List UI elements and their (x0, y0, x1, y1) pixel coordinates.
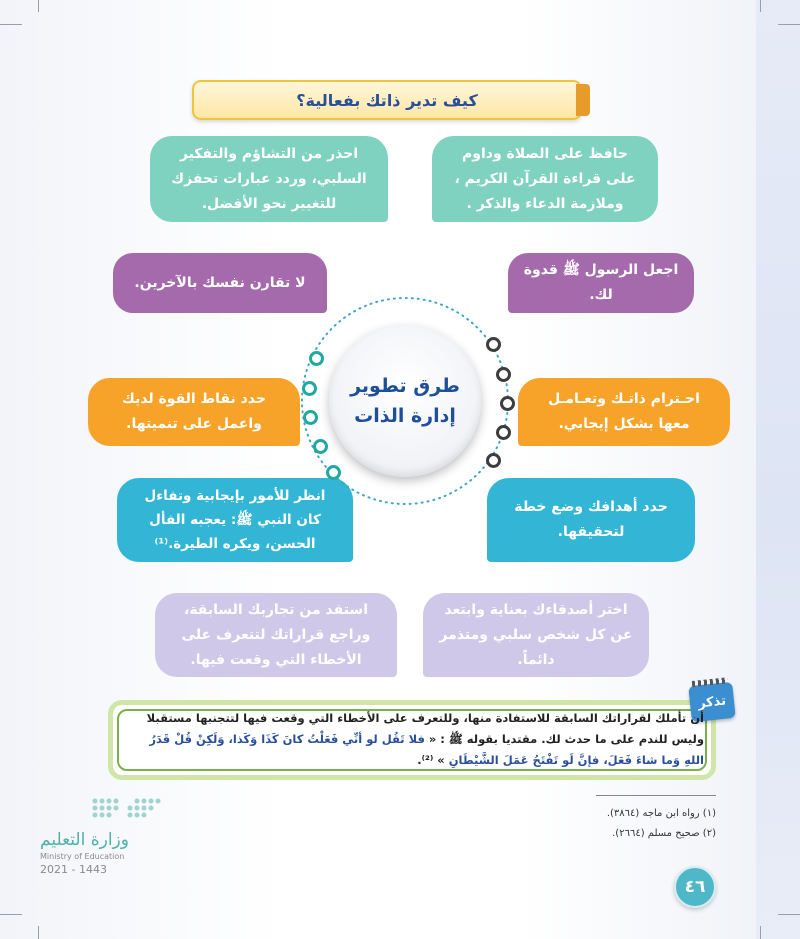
tip-optimism: انظر للأمور بإيجابية وتفاءل كان النبي ﷺ: يعجبه الفأل الحسن، ويكره الطيرة.⁽¹⁾ (117, 478, 353, 562)
connector-dot (302, 381, 317, 396)
connector-dot (326, 465, 341, 480)
remember-text-end: » ⁽²⁾. (417, 753, 445, 767)
hadith-verse: فلا تَقُل لو أنِّي فَعَلْتُ كانَ كَذَا وَكَذا، وَلَكِنْ قُلْ قَدَرُ اللهِ وَما شاءَ فَعَلَ، فإنَّ لَو تَفْتَحُ عَمَلَ الشَّيْطَانِ (149, 732, 704, 767)
connector-dot (500, 396, 515, 411)
center-title-line1: طرق تطوير (350, 375, 460, 397)
ministry-logo-dots (90, 796, 180, 826)
tip-choose-friends: اختر أصدقاءك بعناية وابتعد عن كل شخص سلبي ومتذمر دائماً. (423, 593, 649, 677)
ministry-name-en: Ministry of Education (40, 852, 125, 861)
connector-dot (303, 410, 318, 425)
connector-dot (496, 425, 511, 440)
tip-strengths: حدد نقاط القوة لديك واعمل على تنميتها. (88, 378, 300, 446)
ministry-logo (40, 790, 200, 880)
tip-self-respect: احـترام ذاتـك وتعـامـل معها بشكل إيجابي. (518, 378, 730, 446)
page-number: ٤٦ (674, 866, 716, 908)
remember-text (126, 708, 704, 771)
footnote-2: (٢) صحيح مسلم (٢٦٦٤). (612, 828, 716, 839)
footnote-divider (596, 795, 716, 796)
tip-role-model: اجعل الرسول ﷺ قدوة لك. (508, 253, 694, 313)
tip-prayer-quran: حافظ على الصلاة وداوم على قراءة القرآن الكريم ، وملازمة الدعاء والذكر . (432, 136, 658, 222)
connector-dot (309, 351, 324, 366)
tip-avoid-pessimism: احذر من التشاؤم والتفكير السلبي، وردد عبارات تحفزك للتغيير نحو الأفضل. (150, 136, 388, 222)
connector-dot (486, 453, 501, 468)
remember-badge: تذكر (688, 682, 736, 722)
connector-dot (313, 439, 328, 454)
tip-past-experience: استفد من تجاربك السابقة، وراجع قراراتك لتتعرف على الأخطاء التي وقعت فيها. (155, 593, 397, 677)
section-title: كيف تدير ذاتك بفعالية؟ (296, 90, 478, 110)
tip-goals-plan: حدد أهدافك وضع خطة لتحقيقها. (487, 478, 695, 562)
center-title-line2: إدارة الذات (354, 405, 456, 427)
footnote-1: (١) رواه ابن ماجه (٣٨٦٤). (606, 808, 716, 819)
ministry-year: 2021 - 1443 (40, 863, 107, 876)
remember-text-intro: أن تأملك لقراراتك السابقة للاستفادة منها، وللتعرف على الأخطاء التي وقعت فيها لتتجنبها مستقبلا وليس للندم على ما حدث لك. مقتديا بقوله ﷺ : « (146, 711, 704, 746)
connector-dot (496, 367, 511, 382)
ministry-name-ar: وزارة التعليم (40, 830, 129, 850)
tip-no-comparison: لا تقارن نفسك بالآخرين. (113, 253, 327, 313)
connector-dot (486, 337, 501, 352)
center-circle (329, 325, 481, 477)
